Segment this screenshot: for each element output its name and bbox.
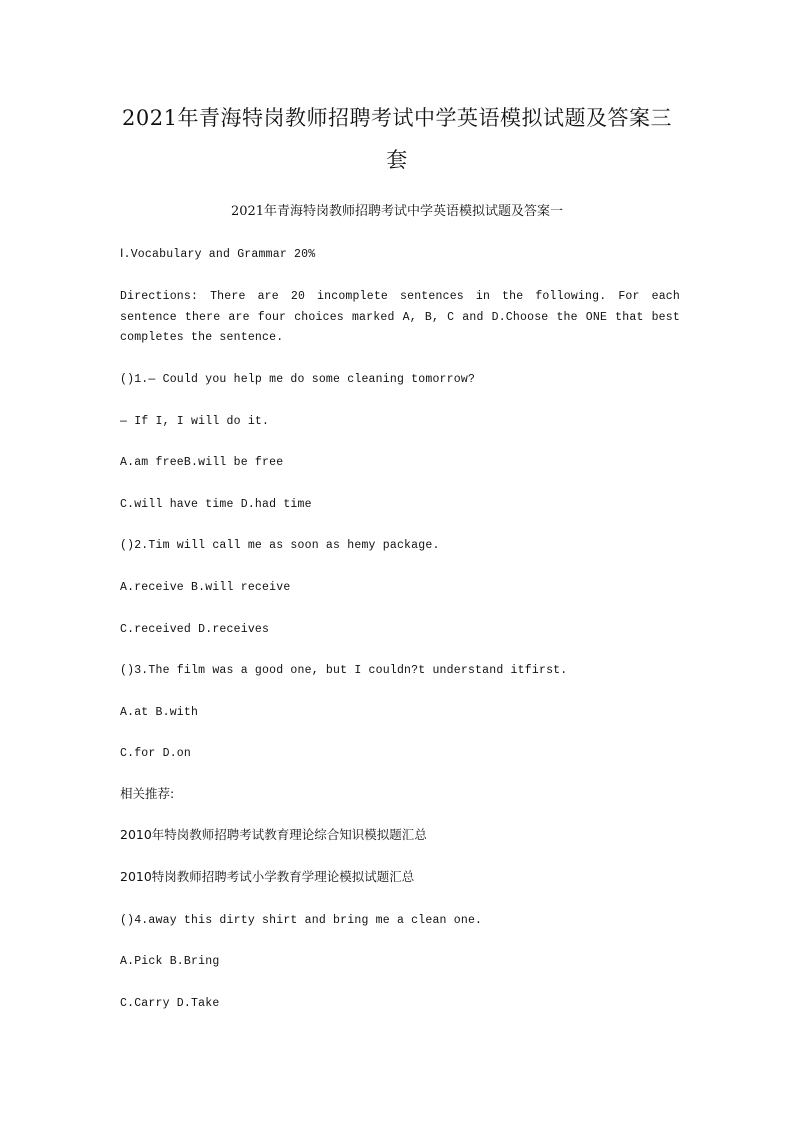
directions-line-2: sentence there are four choices marked A, B, C and D.Choose the ONE that best [120, 311, 680, 324]
question-2-stem: ()2.Tim will call me as soon as hemy package. [120, 539, 440, 552]
document-title-line-1: 2021年青海特岗教师招聘考试中学英语模拟试题及答案三 [122, 106, 672, 130]
question-1-options-ab: A.am freeB.will be free [120, 456, 284, 469]
question-4-options-ab: A.Pick B.Bring [120, 955, 220, 968]
question-3-stem: ()3.The film was a good one, but I couldn?t understand itfirst. [120, 664, 568, 677]
question-3-options-cd: C.for D.on [120, 747, 192, 760]
related-label: 相关推荐: [120, 786, 175, 801]
section-heading: Ⅰ.Vocabulary and Grammar 20% [120, 248, 316, 261]
question-1-options-cd: C.will have time D.had time [120, 498, 312, 511]
question-4-options-cd: C.Carry D.Take [120, 997, 220, 1010]
document-title-line-2: 套 [386, 148, 408, 172]
question-3-options-ab: A.at B.with [120, 706, 199, 719]
related-link-2[interactable]: 2010特岗教师招聘考试小学教育学理论模拟试题汇总 [120, 869, 415, 884]
question-2-options-cd: C.received D.receives [120, 623, 270, 636]
question-4-stem: ()4.away this dirty shirt and bring me a clean one. [120, 914, 483, 927]
directions-line-3: completes the sentence. [120, 331, 284, 344]
directions-line-1: Directions: There are 20 incomplete sentences in the following. For each [120, 290, 680, 303]
document-subtitle: 2021年青海特岗教师招聘考试中学英语模拟试题及答案一 [230, 204, 564, 219]
question-2-options-ab: A.receive B.will receive [120, 581, 291, 594]
question-1-stem: ()1.— Could you help me do some cleaning tomorrow? [120, 373, 476, 386]
related-link-1[interactable]: 2010年特岗教师招聘考试教育理论综合知识模拟题汇总 [120, 827, 427, 842]
question-1-stem-reply: — If I, I will do it. [120, 415, 270, 428]
